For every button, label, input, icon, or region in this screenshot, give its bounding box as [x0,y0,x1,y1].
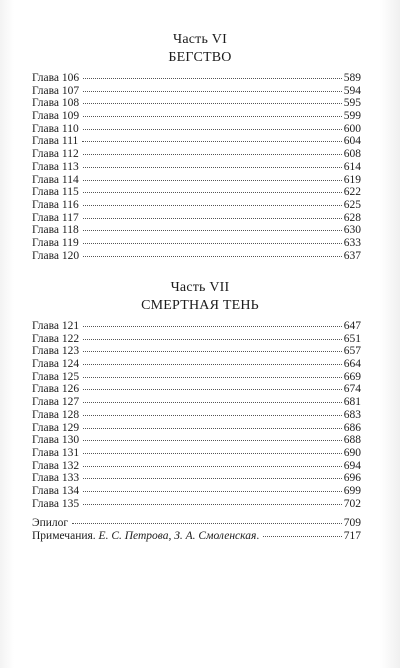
notes-authors: Е. С. Петрова, З. А. Смоленская [98,529,257,542]
toc-entry-chapter-107[interactable] [32,85,361,98]
toc-entry-chapter-110[interactable] [32,123,361,136]
toc-entry-page: 594 [343,84,361,97]
dot-leader [83,389,342,390]
toc-entry-chapter-133[interactable] [32,472,361,485]
toc-entry-chapter-126[interactable] [32,383,361,396]
toc-entry-page: 622 [343,186,361,199]
toc-entry-chapter-121[interactable] [32,320,361,333]
toc-entry-label: Глава 128 [32,408,80,421]
dot-leader [83,116,342,117]
notes-suffix: . [256,529,260,542]
part-7-label: Часть VII [170,280,230,295]
toc-entry-page: 630 [343,224,361,237]
toc-entry-page: 686 [343,421,361,434]
toc-entry-page: 625 [343,198,361,211]
dot-leader [83,402,342,403]
part-6-title: БЕГСТВО [168,50,232,65]
toc-entry-chapter-123[interactable] [32,345,361,358]
toc-entry-page: 683 [343,408,361,421]
dot-leader [72,523,342,524]
toc-entry-page: 651 [343,332,361,345]
toc-entry-page: 699 [343,484,361,497]
toc-entry-chapter-119[interactable] [32,237,361,250]
toc-entry-page: 628 [343,211,361,224]
toc-entry-label: Глава 110 [32,122,79,135]
toc-entry-label: Глава 132 [32,459,80,472]
toc-entry-page: 589 [343,72,361,84]
toc-entry-chapter-114[interactable] [32,174,361,187]
dot-leader [83,339,342,340]
toc-entry-page: 702 [343,497,361,510]
dot-leader [82,141,341,142]
toc-entry-label: Глава 131 [32,446,80,459]
toc-entry-chapter-106[interactable] [32,72,361,85]
dot-leader [83,504,342,505]
toc-entry-label: Глава 118 [32,224,79,237]
toc-entry-label: Глава 106 [32,72,80,84]
toc-entry-label: Глава 109 [32,110,80,123]
toc-entry-chapter-129[interactable] [32,422,361,435]
toc-entry-label: Глава 129 [32,421,80,434]
toc-entry-chapter-131[interactable] [32,447,361,460]
toc-entry-label: Глава 134 [32,484,80,497]
back-matter-contents [32,517,361,542]
toc-entry-notes[interactable] [32,530,361,543]
toc-entry-label: Глава 108 [32,97,80,110]
dot-leader [83,243,342,244]
dot-leader [83,326,342,327]
toc-entry-page: 657 [343,345,361,358]
toc-entry-page: 664 [343,358,361,371]
toc-entry-page: 669 [343,370,361,383]
toc-entry-chapter-112[interactable] [32,148,361,161]
toc-entry-chapter-127[interactable] [32,396,361,409]
toc-entry-label [32,530,259,543]
toc-entry-chapter-135[interactable] [32,498,361,511]
dot-leader [263,536,342,537]
toc-entry-label: Глава 113 [32,160,79,173]
toc-entry-label: Глава 120 [32,249,80,262]
toc-entry-chapter-128[interactable] [32,409,361,422]
toc-entry-chapter-124[interactable] [32,358,361,371]
toc-entry-label: Глава 112 [32,148,79,161]
dot-leader [83,377,342,378]
toc-entry-page: 600 [343,122,361,135]
toc-entry-chapter-113[interactable] [32,161,361,174]
toc-entry-label: Глава 116 [32,198,79,211]
toc-entry-chapter-118[interactable] [32,224,361,237]
notes-prefix: Примечания. [32,529,99,542]
dot-leader [83,205,342,206]
toc-entry-chapter-120[interactable] [32,250,361,263]
dot-leader [83,491,342,492]
toc-entry-page: 674 [343,383,361,396]
toc-entry-label: Глава 133 [32,472,80,485]
toc-entry-chapter-111[interactable] [32,135,361,148]
toc-entry-label: Эпилог [32,517,69,529]
toc-entry-label: Глава 124 [32,358,80,371]
dot-leader [83,256,342,257]
toc-entry-page: 688 [343,434,361,447]
toc-entry-chapter-130[interactable] [32,434,361,447]
toc-entry-label: Глава 135 [32,497,80,510]
toc-entry-page: 595 [343,97,361,110]
toc-entry-page: 608 [343,148,361,161]
toc-entry-label: Глава 115 [32,186,79,199]
dot-leader [83,428,342,429]
toc-entry-chapter-134[interactable] [32,485,361,498]
toc-entry-page: 637 [343,249,361,262]
dot-leader [83,478,342,479]
toc-entry-label: Глава 117 [32,211,79,224]
toc-entry-label: Глава 127 [32,396,80,409]
toc-entry-page: 694 [343,459,361,472]
dot-leader [83,91,342,92]
toc-entry-chapter-132[interactable] [32,460,361,473]
toc-entry-label: Глава 126 [32,383,80,396]
toc-entry-page: 619 [343,173,361,186]
dot-leader [83,167,342,168]
dot-leader [83,440,342,441]
part-6-contents [32,72,361,262]
dot-leader [83,154,342,155]
toc-entry-label: Глава 119 [32,236,79,249]
toc-entry-chapter-116[interactable] [32,199,361,212]
dot-leader [83,351,342,352]
toc-entry-chapter-108[interactable] [32,97,361,110]
dot-leader [83,415,342,416]
dot-leader [83,364,342,365]
toc-entry-page: 696 [343,472,361,485]
toc-entry-label: Глава 123 [32,345,80,358]
toc-entry-label: Глава 122 [32,332,80,345]
dot-leader [83,180,342,181]
toc-entry-page: 604 [343,135,361,148]
dot-leader [83,230,342,231]
toc-entry-page: 614 [343,160,361,173]
toc-entry-label: Глава 111 [32,135,79,148]
toc-entry-epilogue[interactable] [32,517,361,530]
toc-entry-label: Глава 130 [32,434,80,447]
toc-entry-page: 690 [343,446,361,459]
toc-entry-page: 681 [343,396,361,409]
dot-leader [83,453,342,454]
toc-entry-page: 717 [343,529,361,542]
dot-leader [83,129,342,130]
part-6-label: Часть VI [173,32,227,47]
dot-leader [83,78,342,79]
toc-entry-chapter-125[interactable] [32,371,361,384]
dot-leader [83,466,342,467]
toc-entry-label: Глава 121 [32,320,80,332]
toc-entry-page: 709 [343,517,361,529]
toc-entry-page: 633 [343,236,361,249]
toc-entry-chapter-117[interactable] [32,212,361,225]
part-7-title: СМЕРТНАЯ ТЕНЬ [141,298,259,313]
toc-entry-chapter-109[interactable] [32,110,361,123]
dot-leader [83,218,342,219]
toc-entry-page: 599 [343,110,361,123]
part-7-contents [32,320,361,510]
toc-entry-label: Глава 114 [32,173,79,186]
toc-entry-page: 647 [343,320,361,332]
dot-leader [83,192,342,193]
toc-entry-chapter-122[interactable] [32,333,361,346]
toc-entry-label: Глава 107 [32,84,80,97]
toc-entry-label: Глава 125 [32,370,80,383]
dot-leader [83,103,342,104]
toc-entry-chapter-115[interactable] [32,186,361,199]
